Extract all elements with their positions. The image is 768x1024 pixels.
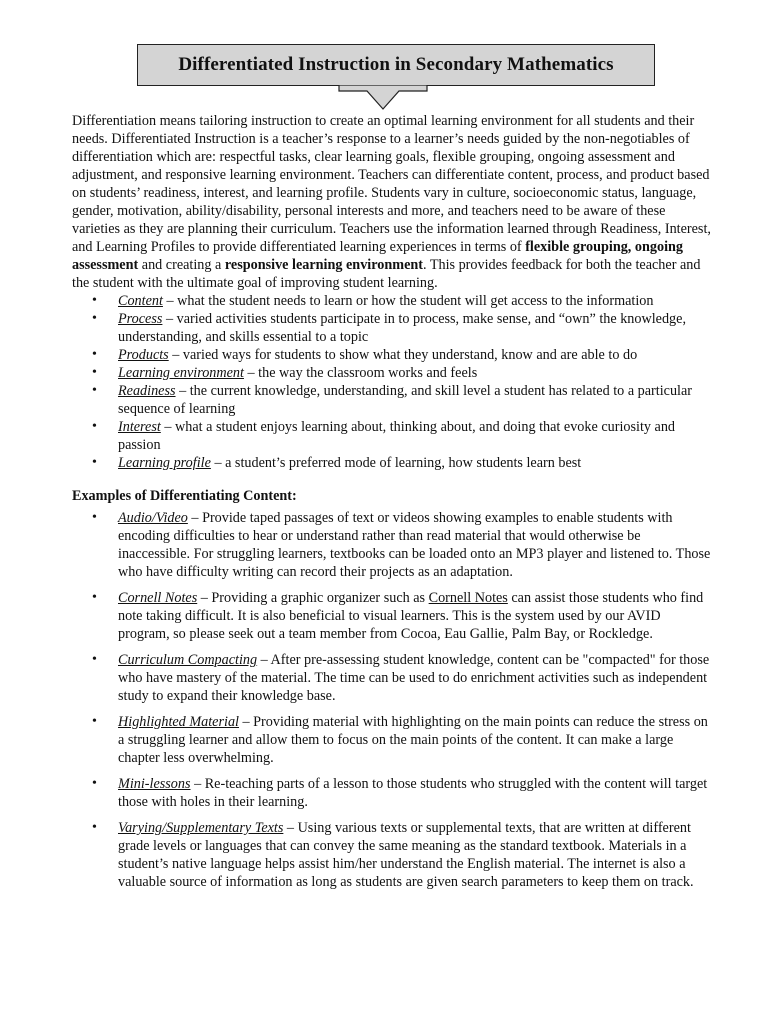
definition-item [118,364,712,382]
example-supplementary-texts [118,819,712,891]
definition-term: Content [118,293,163,309]
example-term: Highlighted Material [118,714,239,730]
definition-text: – what the student needs to learn or how the student will get access to the information [162,293,654,309]
definition-item [118,454,712,472]
example-text: – Provide taped passages of text or videos showing examples to enable students with encoding difficulties to hear or understand rather than read material that would otherwise be inaccessible. For struggling learners, textbooks can be loaded onto an MP3 player and listened to. Those who have difficulty writing can record their projects as an adaptation. [118,510,711,580]
definition-item [118,346,712,364]
intro-bold-1: flexible grouping, ongoing assessment [72,239,683,273]
definition-term: Readiness [118,383,176,399]
definition-item [118,310,712,346]
definition-term: Process [118,311,163,327]
definitions-list [72,292,712,472]
definition-text: – the current knowledge, understanding, and skill level a student has related to a particular sequence of learning [118,383,693,417]
example-term: Mini-lessons [118,776,191,792]
example-text: – Using various texts or supplemental texts, that are written at different grade levels or languages that can convey the same meaning as the standard textbook. Materials in a student’s native language helps assist him/her understand the English material. The internet is also a valuable source of information as long as students are given search parameters to keep them on track. [118,820,694,890]
cornell-notes-link[interactable]: Cornell Notes [428,590,508,606]
example-text: – Providing material with highlighting on the main points can reduce the stress on a struggling learner and allow them to focus on the main points of the content. It can make a large chapter less overwhelming. [118,714,708,766]
example-highlighted-material [118,713,712,767]
example-term: Varying/Supplementary Texts [118,820,284,836]
intro-paragraph [72,112,712,292]
examples-list [72,509,712,891]
intro-text-3: . This provides feedback for both the teacher and the student with the ultimate goal of improving student learning. [72,257,701,291]
definition-text: – what a student enjoys learning about, thinking about, and doing that evoke curiosity and passion [118,419,676,453]
definition-item [118,382,712,418]
example-cornell-notes [118,589,712,643]
example-text: – After pre-assessing student knowledge, content can be "compacted" for those who have mastery of the material. The time can be used to do enrichment activities such as independent study to expand their knowledge base. [118,652,710,704]
example-text: can assist those students who find note taking difficult. It is also beneficial to visual learners. This is the system used by our AVID program, so please seek out a team member from Cocoa, Eau Gallie, Palm Bay, or Rockledge. [118,590,704,642]
intro-text-2: and creating a [138,257,225,273]
example-term: Curriculum Compacting [118,652,258,668]
example-term: Audio/Video [118,510,188,526]
definition-item [118,418,712,454]
definition-text: – varied ways for students to show what they understand, know and are able to do [168,347,638,363]
example-text: – Providing a graphic organizer such as [197,590,429,606]
intro-bold-2: responsive learning environment [224,257,423,273]
examples-heading: Examples of Differentiating Content: [72,488,297,504]
down-arrow-icon [333,85,433,111]
intro-text-1: Differentiation means tailoring instruction to create an optimal learning environment for all students and their needs. Differentiated Instruction is a teacher’s response to a learner’s needs guided by the non-negotiables of differentiation which are: respectful tasks, clear learning goals, flexible grouping, ongoing assessment and adjustment, and responsive learning environment. Teachers can differentiate content, process, and product based on students’ readiness, interest, and learning profile. Students vary in culture, socioeconomic status, language, gender, motivation, ability/disability, personal interests and more, and teachers need to be aware of these varieties as they are planning their curriculum. Teachers use the information learned through Readiness, Interest, and Learning Profiles to provide differentiated learning experiences in terms of [72,113,711,255]
example-audio-video [118,509,712,581]
page-title: Differentiated Instruction in Secondary Mathematics [178,54,614,75]
definition-text: – a student’s preferred mode of learning, how students learn best [210,455,582,471]
title-banner [137,44,655,86]
definition-text: – the way the classroom works and feels [243,365,478,381]
definition-item [118,292,712,310]
definition-term: Products [118,347,169,363]
definition-term: Learning environment [118,365,244,381]
example-text: – Re-teaching parts of a lesson to those students who struggled with the content will target those with holes in their learning. [118,776,708,810]
definition-text: – varied activities students participate in to process, make sense, and “own” the knowledge, understanding, and skills essential to a topic [118,311,686,345]
document-body [72,112,712,899]
definition-term: Learning profile [118,455,211,471]
definition-term: Interest [118,419,161,435]
example-mini-lessons [118,775,712,811]
example-term: Cornell Notes [118,590,198,606]
example-curriculum-compacting [118,651,712,705]
